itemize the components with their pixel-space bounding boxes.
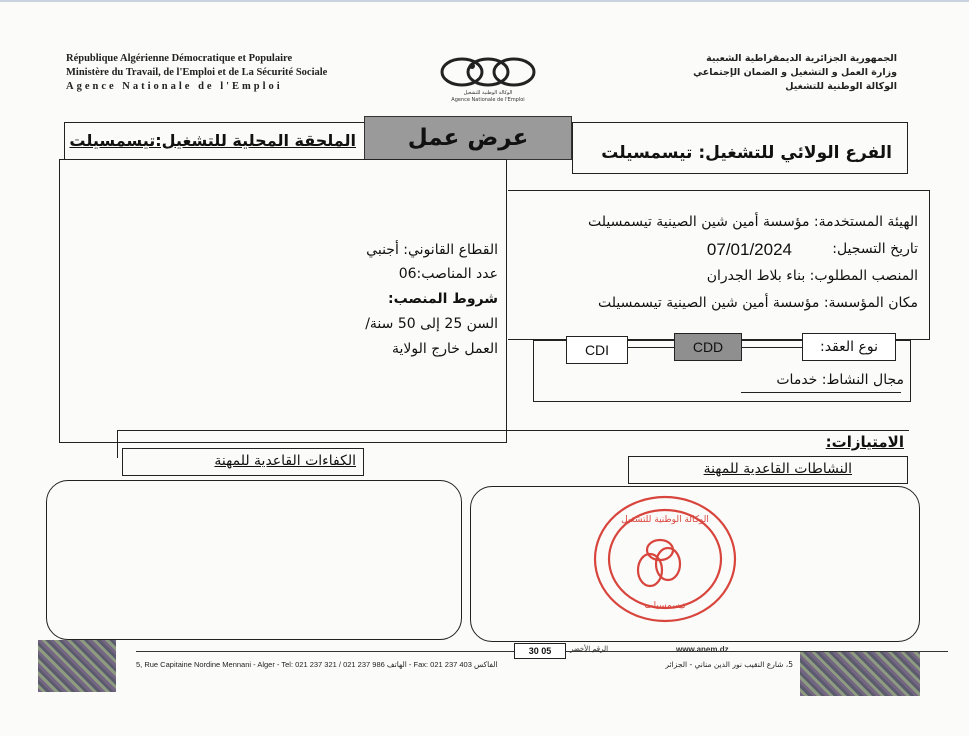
registration-label: تاريخ التسجيل:	[832, 241, 918, 257]
footer-address-fr: 5, Rue Capitaine Nordine Mennani - Alger - Tel: 021 237 321 / 021 237 986 الهاتف - Fax: 021 237 403 الفاكس	[136, 660, 498, 669]
footer-website[interactable]: www.anem.dz	[676, 645, 729, 654]
header-ar-line3: الوكالة الوطنية للتشغيل	[785, 81, 897, 92]
skills-content-box	[46, 480, 462, 640]
employer: الهيئة المستخدمة: مؤسسة أمين شين الصينية تيسمسيلت	[588, 214, 918, 230]
privileges-title: الامتيازات:	[825, 433, 904, 451]
contract-type-cdd[interactable]: CDD	[674, 333, 742, 361]
logo-caption	[428, 90, 548, 104]
position: المنصب المطلوب: بناء بلاط الجدران	[706, 268, 918, 284]
local-branch-title: الملحقة المحلية للتشغيل:تيسمسيلت	[69, 131, 356, 150]
details-box	[508, 190, 930, 340]
contract-label-text: نوع العقد:	[820, 339, 878, 355]
activity-underline	[741, 392, 901, 393]
official-stamp-icon	[590, 492, 740, 626]
header-french	[66, 52, 406, 94]
contract-label	[802, 333, 896, 361]
wilaya-branch-title: الفرع الولائي للتشغيل: تيسمسيلت	[601, 143, 892, 163]
footer-green-number: 30 05	[514, 643, 566, 659]
positions-count: عدد المناصب:06	[398, 266, 498, 282]
qr-code-left	[38, 640, 116, 692]
logo-caption-fr: Agence Nationale de l'Emploi	[451, 97, 525, 103]
stamp-text-inner: تيسمسيلت	[644, 601, 686, 611]
offer-title: عرض عمل	[364, 116, 572, 160]
location: مكان المؤسسة: مؤسسة أمين شين الصينية تيسمسيلت	[597, 295, 918, 311]
contract-type-cdi[interactable]: CDI	[566, 336, 628, 364]
activity-text: مجال النشاط: خدمات	[776, 372, 904, 388]
footer-address-ar: 5، شارع النقيب نور الدين مناني - الجزائر	[665, 660, 793, 669]
age-condition: السن 25 إلى 50 سنة/	[365, 316, 498, 332]
activity	[700, 372, 904, 388]
work-condition: العمل خارج الولاية	[392, 341, 498, 357]
header-fr-line2: Ministère du Travail, de l'Emploi et de La Sécurité Sociale	[66, 67, 328, 78]
footer-green-label: الرقم الأخضر	[570, 646, 609, 653]
header-ar-line1: الجمهورية الجزائرية الديمقراطية الشعبية	[706, 53, 897, 64]
header-arabic	[567, 52, 897, 94]
header-ar-line2: وزارة العمل و التشغيل و الضمان الإجتماعي	[693, 67, 897, 78]
header-fr-line1: République Algérienne Démocratique et Populaire	[66, 53, 293, 64]
logo-caption-ar: الوكالة الوطنية للتشغيل	[463, 90, 513, 96]
basic-activities-title: النشاطات القاعدية للمهنة	[703, 461, 852, 477]
conditions-title: شروط المنصب:	[388, 291, 498, 307]
registration-date: 07/01/2024	[706, 240, 792, 259]
legal-sector: القطاع القانوني: أجنبي	[366, 242, 498, 258]
stamp-text-outer: الوكالة الوطنية للتشغيل	[621, 515, 709, 525]
basic-skills-title: الكفاءات القاعدية للمهنة	[214, 453, 356, 469]
qr-code-right	[800, 652, 920, 696]
header-fr-line3: Agence Nationale de l'Emploi	[66, 81, 283, 92]
top-edge	[0, 0, 969, 2]
